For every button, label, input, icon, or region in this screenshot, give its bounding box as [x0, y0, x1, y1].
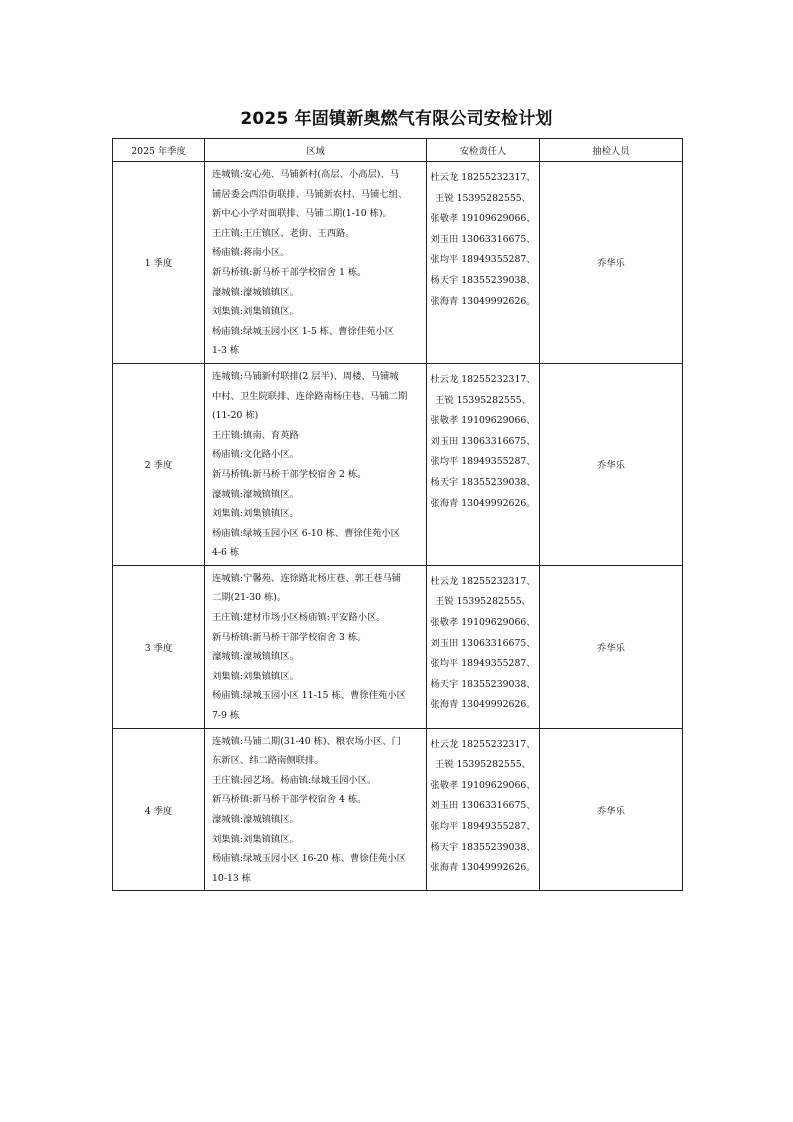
area-line: 刘集镇:刘集镇镇区。 — [212, 670, 299, 682]
inspector-cell: 乔华乐 — [540, 565, 683, 728]
responsible-person: 王锐 15395282555、 — [435, 596, 531, 608]
responsible-person: 张敬孝 19109629066、 — [430, 415, 536, 427]
responsible-person: 王锐 15395282555、 — [435, 759, 531, 771]
area-cell — [205, 162, 427, 364]
area-line: 新马桥镇:新马桥干部学校宿舍 2 栋。 — [212, 468, 367, 480]
area-line: 杨庙镇:文化路小区。 — [212, 449, 299, 461]
responsible-person: 杨天宇 18355239038、 — [430, 841, 536, 853]
responsible-person: 张敬孝 19109629066、 — [430, 617, 536, 629]
area-line: 王庄镇:镇南、育英路 — [212, 429, 299, 441]
quarter-cell: 3 季度 — [113, 565, 205, 728]
header-quarter: 2025 年季度 — [113, 139, 205, 162]
area-line: 濠城镇:濠城镇镇区。 — [212, 286, 299, 298]
table-row — [113, 565, 683, 728]
responsible-person: 杜云龙 18255232317、 — [430, 172, 536, 183]
area-line: 东新区、纬二路南侧联排。 — [212, 755, 324, 767]
responsible-person: 张均平 18949355287、 — [430, 658, 536, 670]
area-line: 中村、卫生院联排、连徐路南杨庄巷、马铺二期 — [212, 390, 408, 402]
area-line: 1-3 栋 — [212, 345, 240, 357]
area-line: 新马桥镇:新马桥干部学校宿舍 1 栋。 — [212, 266, 367, 278]
responsible-person: 张均平 18949355287、 — [430, 821, 536, 832]
area-line: 7-9 栋 — [212, 710, 240, 722]
responsible-person: 杜云龙 18255232317、 — [430, 575, 536, 587]
area-line: 连城镇:马铺新村联排(2 层半)、周楼、马铺城 — [212, 370, 399, 382]
responsible-person: 刘玉田 13063316675、 — [430, 233, 536, 245]
responsible-person: 杨天宇 18355239038、 — [430, 678, 536, 690]
inspector-cell: 乔华乐 — [540, 363, 683, 565]
area-line: 濠城镇:濠城镇镇区。 — [212, 814, 299, 825]
area-line: 杨庙镇:绿城玉园小区 6-10 栋、曹徐佳苑小区 — [212, 527, 400, 539]
table-header-row — [113, 139, 683, 162]
responsible-person: 杨天宇 18355239038、 — [430, 476, 536, 488]
responsible-person: 张海青 13049992626。 — [430, 497, 536, 509]
responsible-cell — [427, 728, 540, 891]
responsible-person: 刘玉田 13063316675、 — [430, 800, 536, 812]
header-area: 区域 — [205, 139, 427, 162]
inspection-plan-table — [112, 138, 683, 891]
responsible-person: 张海青 13049992626。 — [430, 295, 536, 307]
header-inspector: 抽检人员 — [540, 139, 683, 162]
area-line: 新中心小学对面联排、马铺二期(1-10 栋)。 — [212, 208, 392, 220]
area-line: 刘集镇:刘集镇镇区。 — [212, 306, 299, 318]
responsible-person: 刘玉田 13063316675、 — [430, 435, 536, 447]
responsible-person: 杨天宇 18355239038、 — [430, 274, 536, 286]
area-line: 铺居委会西沿街联排、马铺新农村、马铺七组、 — [212, 188, 408, 200]
responsible-person: 张海青 13049992626。 — [430, 862, 536, 874]
area-line: (11-20 栋) — [212, 410, 259, 422]
responsible-person: 张均平 18949355287、 — [430, 456, 536, 468]
area-cell — [205, 565, 427, 728]
quarter-cell: 1 季度 — [113, 162, 205, 364]
quarter-cell: 2 季度 — [113, 363, 205, 565]
responsible-cell — [427, 363, 540, 565]
area-line: 王庄镇:建材市场小区杨庙镇:平安路小区。 — [212, 612, 386, 624]
area-line: 连城镇:安心苑、马铺新村(高层、小高层)、马 — [212, 169, 400, 180]
header-responsible: 安检责任人 — [427, 139, 540, 162]
area-line: 二期(21-30 栋)。 — [212, 592, 287, 604]
page-title: 2025 年固镇新奥燃气有限公司安检计划 — [240, 109, 553, 129]
responsible-person: 张敬孝 19109629066、 — [430, 779, 536, 791]
table-row — [113, 162, 683, 364]
area-line: 4-6 栋 — [212, 547, 240, 559]
area-line: 杨庙镇:绿城玉园小区 16-20 栋、曹徐佳苑小区 — [212, 853, 406, 865]
inspector-cell: 乔华乐 — [540, 728, 683, 891]
area-line: 杨庙镇:绿城玉园小区 1-5 栋、曹徐佳苑小区 — [212, 325, 395, 337]
table-body — [113, 162, 683, 891]
responsible-person: 张敬孝 19109629066、 — [430, 213, 536, 225]
area-line: 连城镇:宁馨苑、连徐路北杨庄巷、郭王巷马铺 — [212, 572, 402, 584]
responsible-person: 王锐 15395282555、 — [435, 394, 531, 406]
responsible-person: 王锐 15395282555、 — [435, 192, 531, 204]
responsible-person: 张均平 18949355287、 — [430, 254, 536, 266]
area-line: 杨庙镇:蒋南小区。 — [212, 247, 290, 259]
area-cell — [205, 363, 427, 565]
responsible-person: 杜云龙 18255232317、 — [430, 738, 536, 750]
responsible-cell — [427, 565, 540, 728]
area-line: 濠城镇:濠城镇镇区。 — [212, 488, 299, 500]
table-row — [113, 728, 683, 891]
responsible-person: 刘玉田 13063316675、 — [430, 637, 536, 649]
area-line: 杨庙镇:绿城玉园小区 11-15 栋、曹徐佳苑小区 — [212, 690, 406, 702]
area-line: 王庄镇:王庄镇区、老街、王西路。 — [212, 227, 355, 239]
responsible-person: 杜云龙 18255232317、 — [430, 373, 536, 385]
responsible-person: 张海青 13049992626。 — [430, 699, 536, 711]
area-line: 10-13 栋 — [212, 872, 252, 884]
area-line: 濠城镇:濠城镇镇区。 — [212, 651, 299, 663]
table-row — [113, 363, 683, 565]
area-line: 王庄镇:园艺场。杨庙镇:绿城玉园小区。 — [212, 774, 377, 786]
inspector-cell: 乔华乐 — [540, 162, 683, 364]
area-line: 刘集镇:刘集镇镇区。 — [212, 508, 299, 520]
area-line: 连城镇:马铺二期(31-40 栋)、粮农场小区、门 — [212, 735, 401, 747]
quarter-cell: 4 季度 — [113, 728, 205, 891]
area-cell — [205, 728, 427, 891]
area-line: 刘集镇:刘集镇镇区。 — [212, 833, 299, 845]
area-line: 新马桥镇:新马桥干部学校宿舍 3 栋。 — [212, 631, 367, 643]
area-line: 新马桥镇:新马桥干部学校宿舍 4 栋。 — [212, 794, 367, 806]
responsible-cell — [427, 162, 540, 364]
